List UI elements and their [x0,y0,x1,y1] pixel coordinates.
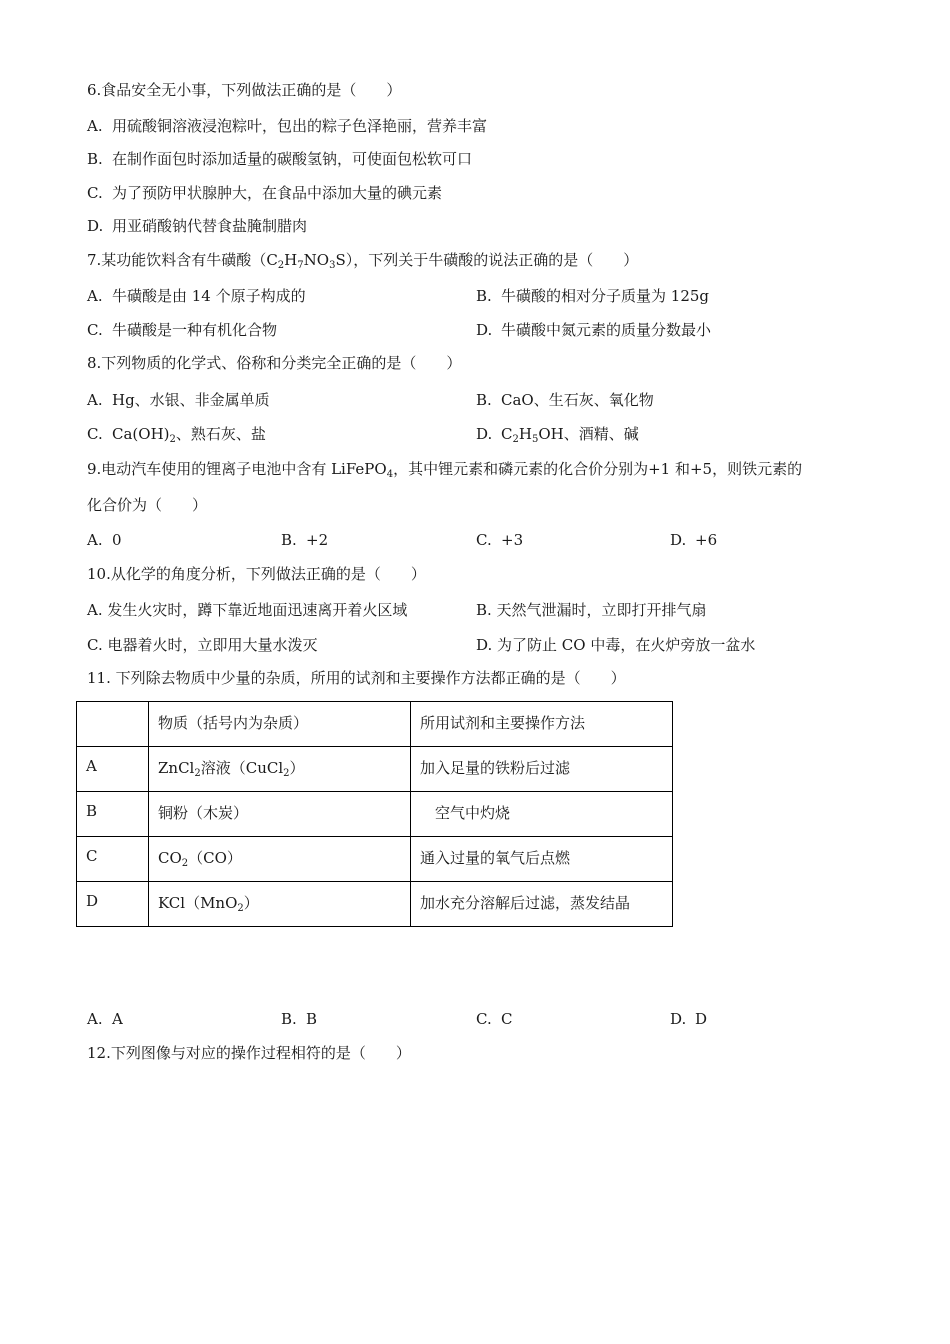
subscript: 7 [297,260,304,271]
option-text: B [306,1010,318,1028]
option-label: A. [87,1010,103,1028]
q10-option-b[interactable]: B. 天然气泄漏时，立即打开排气扇 [476,601,707,619]
q8-option-a[interactable] [87,390,270,410]
option-text: A [112,1010,123,1028]
table-row [77,882,673,927]
q6-stem: 6.食品安全无小事，下列做法正确的是（ ） [87,81,402,99]
q8-option-c[interactable] [87,424,266,444]
option-label: B. [281,531,297,549]
option-text: 用亚硝酸钠代替食盐腌制腊肉 [112,217,308,235]
option-text: Hg、水银、非金属单质 [112,391,270,409]
cell-text: （CO） [188,849,242,867]
option-label: D. [476,321,493,339]
q7-option-d[interactable] [476,320,711,340]
option-label: C. [87,321,103,339]
option-text: 为了预防甲状腺肿大，在食品中添加大量的碘元素 [112,184,443,202]
option-label: D. [87,217,104,235]
subscript: 4 [386,469,394,480]
cell-text: ） [289,759,305,777]
q11-option-c[interactable] [476,1009,512,1029]
option-label: B. [281,1010,297,1028]
table-cell-substance: 铜粉（木炭） [149,792,411,837]
q9-option-c[interactable] [476,530,523,550]
q7-stem [87,250,638,270]
q6-option-a[interactable] [87,116,487,136]
option-text: 用硫酸铜溶液浸泡粽叶，包出的粽子色泽艳丽，营养丰富 [112,117,488,135]
q7-option-c[interactable] [87,320,277,340]
option-label: C. [87,184,103,202]
q6-option-d[interactable] [87,216,307,236]
table-row [77,792,673,837]
option-label: A. [87,117,103,135]
q9-stem-line2: 化合价为（ ） [87,496,208,514]
table-cell-key: C [77,837,149,882]
table-header-cell: 物质（括号内为杂质） [149,702,411,747]
option-text: C [501,1010,513,1028]
option-text: OH、酒精、碱 [538,425,639,443]
q8-option-b[interactable] [476,390,654,410]
option-label: D. [670,1010,687,1028]
q7-stem-part: H [284,251,298,269]
option-text: 牛磺酸中氮元素的质量分数最小 [501,321,712,339]
option-label: C. [87,425,103,443]
q7-option-a[interactable] [87,286,306,306]
option-label: C. [476,1010,492,1028]
option-label: B. [476,391,492,409]
subscript: 2 [237,903,244,914]
subscript: 3 [329,260,336,271]
subscript: 2 [283,768,290,779]
q9-stem-part: 9.电动汽车使用的锂离子电池中含有 LiFePO [87,460,387,478]
q10-option-a[interactable]: A. 发生火灾时，蹲下靠近地面迅速离开着火区域 [87,601,408,619]
q11-option-d[interactable] [670,1009,707,1029]
q11-table [76,701,673,927]
q9-stem-part: ，其中锂元素和磷元素的化合价分别为+1 和+5，则铁元素的 [393,460,803,478]
q12-stem: 12.下列图像与对应的操作过程相符的是（ ） [87,1044,411,1062]
option-label: D. [670,531,687,549]
option-label: A. [87,391,103,409]
q8-stem: 8.下列物质的化学式、俗称和分类完全正确的是（ ） [87,354,462,372]
option-label: C. [476,531,492,549]
q10-option-c[interactable]: C. 电器着火时，立即用大量水泼灭 [87,636,318,654]
subscript: 2 [277,260,285,271]
q7-stem-part: S），下列关于牛磺酸的说法正确的是（ ） [335,251,639,269]
option-text: 牛磺酸的相对分子质量为 125g [501,287,710,305]
option-text: 0 [112,531,122,549]
cell-text: ZnCl [158,759,195,777]
subscript: 2 [169,434,176,445]
option-text: +2 [306,531,329,549]
option-text: CaO、生石灰、氧化物 [501,391,654,409]
q11-stem: 11. 下列除去物质中少量的杂质，所用的试剂和主要操作方法都正确的是（ ） [87,669,626,687]
option-text: H [518,425,532,443]
table-cell-substance [149,837,411,882]
option-text: C [501,425,513,443]
option-text: 、熟石灰、盐 [175,425,266,443]
option-label: B. [476,287,492,305]
q9-stem [87,459,802,479]
cell-text: 溶液（CuCl [200,759,284,777]
table-cell-key: D [77,882,149,927]
table-cell-substance [149,882,411,927]
q10-option-d[interactable]: D. 为了防止 CO 中毒，在火炉旁放一盆水 [476,636,756,654]
table-cell-key: A [77,747,149,792]
q7-stem-part: NO [303,251,330,269]
option-text: 牛磺酸是由 14 个原子构成的 [112,287,306,305]
cell-text: KCl（MnO [158,894,238,912]
option-label: A. [87,287,103,305]
table-row [77,747,673,792]
option-label: B. [87,150,103,168]
q10-stem: 10.从化学的角度分析，下列做法正确的是（ ） [87,565,426,583]
subscript: 2 [194,768,201,779]
table-cell-method: 通入过量的氧气后点燃 [411,837,673,882]
table-cell-key: B [77,792,149,837]
q8-option-d[interactable] [476,424,639,444]
table-cell-substance [149,747,411,792]
option-text: 在制作面包时添加适量的碳酸氢钠，可使面包松软可口 [112,150,473,168]
option-text: +3 [501,531,524,549]
q11-option-b[interactable] [281,1009,317,1029]
table-header-row [77,702,673,747]
table-header-cell [77,702,149,747]
table-cell-method: 空气中灼烧 [411,792,673,837]
q9-option-a[interactable] [87,530,122,550]
option-text: Ca(OH) [112,425,170,443]
subscript: 5 [531,434,539,445]
table-cell-method: 加水充分溶解后过滤，蒸发结晶 [411,882,673,927]
q11-option-a[interactable] [87,1009,123,1029]
q7-stem-part: 7.某功能饮料含有牛磺酸（C [87,251,278,269]
option-text: 牛磺酸是一种有机化合物 [112,321,278,339]
q7-option-b[interactable] [476,286,709,306]
table-cell-method: 加入足量的铁粉后过滤 [411,747,673,792]
table-header-cell: 所用试剂和主要操作方法 [411,702,673,747]
q6-option-b[interactable] [87,149,472,169]
option-text: +6 [695,531,718,549]
option-text: D [695,1010,708,1028]
subscript: 2 [512,434,519,445]
q6-option-c[interactable] [87,183,442,203]
subscript: 2 [181,858,189,869]
option-label: D. [476,425,493,443]
q9-option-d[interactable] [670,530,717,550]
table-row [77,837,673,882]
q9-option-b[interactable] [281,530,328,550]
cell-text: CO [158,849,182,867]
option-label: A. [87,531,103,549]
cell-text: ） [243,894,259,912]
